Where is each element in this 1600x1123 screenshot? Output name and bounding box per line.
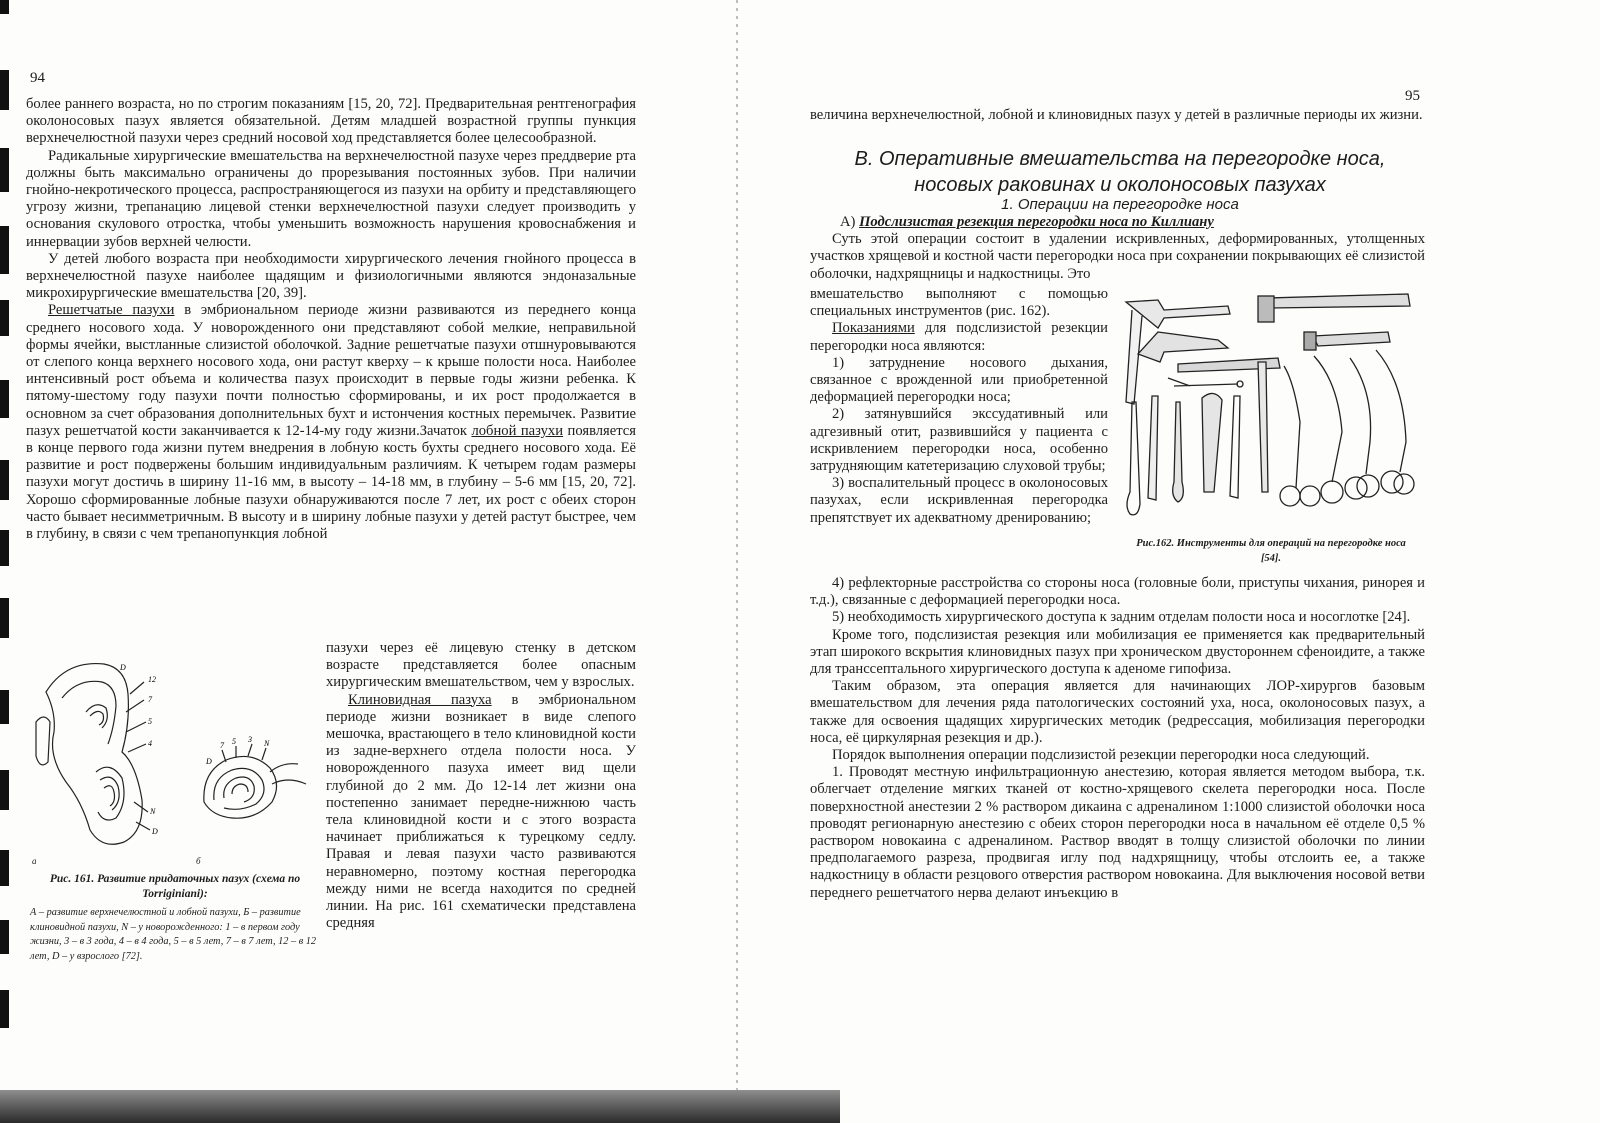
paragraph: более раннего возраста, но по строгим показаниям [15, 20, 72]. Предварительная рентгенография околоносовых пазух является обязательной. Детям младшей возрастной группы пункция верхнечелюстной пазухи через средний носовой ход представляется более целесообразной. [26, 96, 636, 147]
paragraph-indications [810, 320, 1108, 354]
paragraph: Кроме того, подслизистая резекция или мобилизация ее применяется как предварительный этап широкого вскрытия клиновидных пазух при хроническом двустороннем сфеноидите, а также для транссептального хирургического доступа к аденоме гипофиза. [810, 626, 1425, 678]
paragraph-text: для подслизистой резекции перегородки носа являются: [810, 320, 1108, 354]
instruments-figure [1118, 292, 1423, 528]
paragraph-text: в эмбриональном периоде жизни возникает в виде слепого мешочка, врастающего в тело клиновидной кости из задне-верхнего отдела полости носа. У новорожденного пазуха имеет вид щели глубиной до 2 мм. До 12-14 лет жизни она постепенно занимает передне-нижнюю часть тела клиновидной кости и с этого возраста начинает приближаться к турецкому седлу. Правая и левая пазухи часто развиваются неравномерно, поэтому костная перегородка между ними не всегда находится по средней линии. На рис. 161 схематически представлена средняя [326, 691, 636, 932]
right-top-text [810, 214, 1425, 283]
operation-prefix: А) [840, 214, 860, 230]
operation-title [810, 214, 1425, 231]
figure-161-caption [30, 872, 320, 964]
paragraph: пазухи через её лицевую стенку в детском возрасте представляется более опасным хирургическим вмешательством, чем у взрослых. [326, 640, 636, 691]
paragraph: Радикальные хирургические вмешательства на верхнечелюстной пазухе через преддверие рта должны быть максимально ограничены до прорезывания постоянных зубов. При наличии гнойно-некротического процесса, распространяющегося из пазухи на орбиту и представляющего угрозу жизни, трепанацию лицевой стенки верхнечелюстной пазухи следует производить у основания скулового отростка, чтобы уменьшить возможность нарушения кровоснабжения и иннервации зубов верхней челюсти. [26, 147, 636, 250]
caption-title: Рис. 161. Развитие придаточных пазух (схема по Torriginiani): [49, 873, 301, 900]
svg-text:7: 7 [220, 741, 224, 750]
paragraph-text: в эмбриональном периоде жизни развиваются из переднего конца среднего носового хода. У новорожденного они представляют собой мелкие, неправильной формы ячейки, выстланные слизистой оболочкой. Задние решетчатые пазухи отшнуровываются от слепого конца верхнего носового хода, они растут кверху – к крыше полости носа. Наиболее интенсивный рост объема и количества пазух происходит в первые годы жизни ребенка. К пятому-шестому году пазухи почти полностью сформированы, и их рост продолжается в основном за счет образования дополнительных бухт и истончения костных перемычек. Развитие пазух решетчатой кости заканчивается к 12-14-му году жизни. [26, 302, 636, 439]
svg-text:D: D [206, 757, 212, 766]
term-ethmoid: Решетчатые пазухи [48, 302, 175, 319]
paragraph: вмешательство выполняют с помощью специальных инструментов (рис. 162). [810, 286, 1108, 320]
term-sphenoid: Клиновидная пазуха [348, 691, 492, 708]
right-intro-text [810, 107, 1425, 124]
svg-text:N: N [264, 739, 270, 748]
operation-name: Подслизистая резекция перегородки носа по Киллиану [859, 214, 1214, 230]
paragraph: У детей любого возраста при необходимости хирургического лечения гнойного процесса в верхнечелюстной пазухе наиболее щадящим и физиологичными являются эндоназальные микрохирургические вмешательства [20, 39]. [26, 250, 636, 302]
paragraph-text: появляется в конце первого года жизни путем внедрения в лобную кость бухты среднего носового хода. Её развитие и рост подвержены большим индивидуальным различиям. К четырем годам размеры пазухи могут достичь в ширину 11-16 мм, в высоту – 14-18 мм, в глубину – 5-6 мм [15, 20, 72]. Хорошо сформированные лобные пазухи обнаруживаются после 7 лет, их рост с обеих сторон часто бывает несимметричным. В высоту и в ширину лобные пазухи у детей растут быстрее, чем в глубину, в связи с чем трепанопункция лобной [26, 422, 636, 543]
subsection-heading: 1. Операции на перегородке носа [1001, 196, 1239, 213]
paragraph: Суть этой операции состоит в удалении искривленных, деформированных, утолщенных участков хрящевой и костной части перегородки носа при сохранении покрывающих её слизистой оболочки, надхрящницы и надкостницы. Это [810, 231, 1425, 282]
paragraph-ethmoid [26, 302, 636, 543]
paragraph-sphenoid [326, 692, 636, 933]
figure-label-b: б [196, 856, 201, 866]
left-column-text [326, 640, 636, 932]
figure-162-caption: Рис.162. Инструменты для операций на перегородке носа [54]. [1136, 538, 1406, 564]
svg-text:D: D [152, 827, 158, 836]
caption-body: А – развитие верхнечелюстной и лобной пазухи, Б – развитие клиновидной пазухи, N – у новорожденного: 1 – в первом году жизни, 3 – в 3 года, 4 – в 4 года, 5 – в 5 лет, 7 – в 7 лет, 12 – в 12 лет, D – у взрослого [72]. [30, 907, 317, 962]
left-main-text [26, 96, 636, 543]
right-column-text [810, 286, 1108, 527]
svg-text:5: 5 [232, 737, 236, 746]
left-page [0, 0, 740, 1123]
indication-4: 4) рефлекторные расстройства со стороны носа (головные боли, приступы чихания, ринорея и т.д.), связанные с деформацией перегородки носа. [810, 575, 1425, 609]
svg-text:5: 5 [148, 717, 152, 726]
paragraph: Таким образом, эта операция является для начинающих ЛОР-хирургов базовым вмешательством для лечения ряда патологических состояний уха, носа, околоносовых пазух, а также для освоения щадящих хирургических методик (редрессация, мобилизация перегородки носа, её циркулярная резекция и др.). [810, 678, 1425, 746]
indication-2: 2) затянувшийся экссудативный или адгезивный отит, развившийся у пациента с искривлением перегородки носа, особенно затрудняющим катетеризацию слуховой трубы; [810, 406, 1108, 475]
paragraph: 1. Проводят местную инфильтрационную анестезию, которая является методом выбора, т.к. облегчает отделение мягких тканей от костно-хрящевого скелета перегородки носа. После поверхностной анестезии 2 % раствором дикаина с адреналином 1:1000 слизистой оболочки носа проводят регионарную анестезию с обеих сторон перегородки носа в начальном её отделе 0,5 % раствором новокаина с адреналином. Раствор вводят в толщу слизистой оболочки по линии предполагаемого разреза, продвигая иглу под надхрящницу, чтобы отслоить ее, а также надкостницу в области резцового отверстия раствором новокаина. Для выключения носовой ветви переднего решетчатого нерва делают инъекцию в [810, 764, 1425, 901]
term-indications: Показаниями [832, 320, 915, 337]
indication-3: 3) воспалительный процесс в околоносовых пазухах, если искривленная перегородка препятствует их адекватному дренированию; [810, 475, 1108, 526]
svg-text:D: D [120, 663, 126, 672]
page-number: 94 [30, 70, 45, 86]
indication-1: 1) затруднение носового дыхания, связанное с врожденной или приобретенной деформацией перегородки носа; [810, 354, 1108, 406]
section-heading: В. Оперативные вмешательства на перегородке носа, носовых раковинах и околоносовых пазухах [854, 148, 1386, 196]
page-number: 95 [1405, 88, 1420, 104]
indication-5: 5) необходимость хирургического доступа к задним отделам полости носа и носоглотке [24]. [832, 609, 1411, 626]
sinus-development-figure [26, 652, 326, 867]
paragraph-text: Зачаток [419, 422, 472, 439]
paragraph: величина верхнечелюстной, лобной и клиновидных пазух у детей в различные периоды их жизни. [810, 107, 1423, 123]
paragraph: Порядок выполнения операции подслизистой резекции перегородки носа следующий. [832, 747, 1370, 764]
svg-text:N: N [150, 807, 156, 816]
svg-text:3: 3 [248, 735, 252, 744]
term-frontal: лобной пазухи [471, 422, 564, 439]
right-page [740, 0, 1600, 1123]
right-bottom-text [810, 575, 1425, 902]
svg-text:12: 12 [148, 675, 156, 684]
svg-text:7: 7 [148, 695, 152, 704]
figure-label-a: а [32, 856, 37, 866]
svg-text:4: 4 [148, 739, 152, 748]
